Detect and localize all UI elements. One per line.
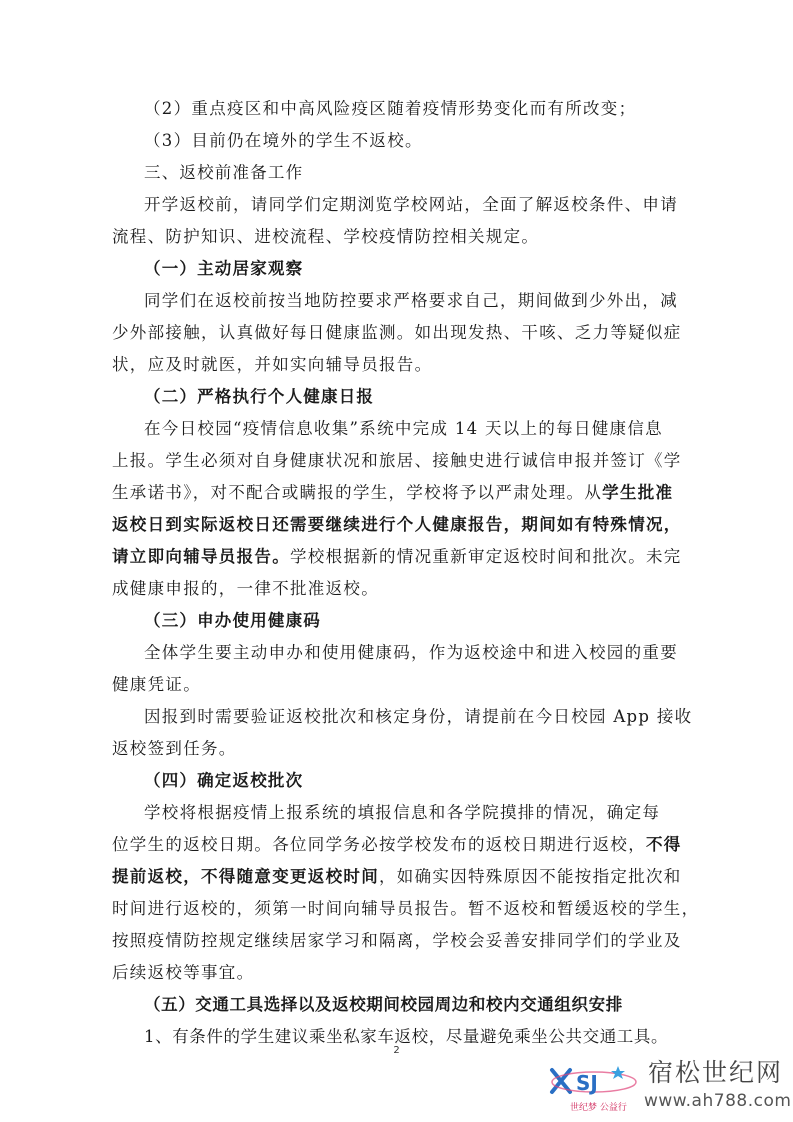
subsection-heading: （二）严格执行个人健康日报 <box>144 387 375 406</box>
emphasis-line: 返校日到实际返校日还需要继续进行个人健康报告，期间如有特殊情况， <box>112 515 682 534</box>
text-run: 位学生的返校日期。各位同学务必按学校发布的返校日期进行返校， <box>112 835 646 854</box>
text-run: 生承诺书》，对不配合或瞒报的学生，学校将予以严肃处理。从 <box>112 483 603 502</box>
paragraph-line <box>112 482 673 504</box>
watermark-url: www.ah788.com <box>644 1091 792 1111</box>
site-watermark <box>540 1050 793 1122</box>
paragraph-line: 开学返校前，请同学们定期浏览学校网站，全面了解返校条件、申请 <box>144 195 678 214</box>
subsection-heading: （四）确定返校批次 <box>144 771 304 790</box>
paragraph-line: 全体学生要主动申办和使用健康码，作为返校途中和进入校园的重要 <box>144 643 678 662</box>
subsection-heading: （三）申办使用健康码 <box>144 611 321 630</box>
section-heading: 三、返校前准备工作 <box>144 163 304 182</box>
emphasis-text: 学生批准 <box>602 483 674 502</box>
logo-icon <box>548 1062 640 1098</box>
paragraph-line: 状，应及时就医，并如实向辅导员报告。 <box>112 355 433 374</box>
paragraph-line: 流程、防护知识、进校流程、学校疫情防控相关规定。 <box>112 227 540 246</box>
paragraph-line: 1、有条件的学生建议乘坐私家车返校，尽量避免乘坐公共交通工具。 <box>144 1027 669 1046</box>
paragraph-line: 后续返校等事宜。 <box>112 963 255 982</box>
emphasis-text: 提前返校，不得随意变更返校时间 <box>112 867 379 886</box>
paragraph-line: 因报到时需要验证返校批次和核定身份，请提前在今日校园 App 接收 <box>144 707 693 726</box>
paragraph-line <box>112 834 682 856</box>
emphasis-text: 不得 <box>646 835 682 854</box>
subsection-heading: （一）主动居家观察 <box>144 259 304 278</box>
paragraph-line: 按照疫情防控规定继续居家学习和隔离，学校会妥善安排同学们的学业及 <box>112 931 682 950</box>
watermark-site-name: 宿松世纪网 <box>648 1058 784 1087</box>
list-item: （2）重点疫区和中高风险疫区随着疫情形势变化而有所改变； <box>144 99 637 118</box>
watermark-subtitle: 世纪梦 公益行 <box>570 1103 627 1113</box>
paragraph-line: 在今日校园“疫情信息收集”系统中完成 14 天以上的每日健康信息 <box>144 419 663 438</box>
paragraph-line <box>112 546 682 568</box>
text-run: 学校根据新的情况重新审定返校时间和批次。未完 <box>290 547 682 566</box>
paragraph-line: 同学们在返校前按当地防控要求严格要求自己，期间做到少外出，减 <box>144 291 678 310</box>
paragraph-line: 少外部接触，认真做好每日健康监测。如出现发热、干咳、乏力等疑似症 <box>112 323 682 342</box>
page-number: 2 <box>393 1045 400 1056</box>
logo-text: SJ <box>576 1071 598 1095</box>
list-item: （3）目前仍在境外的学生不返校。 <box>144 131 423 150</box>
paragraph-line: 返校签到任务。 <box>112 739 237 758</box>
paragraph-line: 成健康申报的，一律不批准返校。 <box>112 579 379 598</box>
paragraph-line: 学校将根据疫情上报系统的填报信息和各学院摸排的情况，确定每 <box>144 803 661 822</box>
paragraph-line: 健康凭证。 <box>112 675 201 694</box>
subsection-heading: （五）交通工具选择以及返校期间校园周边和校内交通组织安排 <box>144 995 623 1014</box>
paragraph-line: 时间进行返校的，须第一时间向辅导员报告。暂不返校和暂缓返校的学生， <box>112 899 700 918</box>
paragraph-line: 上报。学生必须对自身健康状况和旅居、接触史进行诚信申报并签订《学 <box>112 451 682 470</box>
emphasis-text: 请立即向辅导员报告。 <box>112 547 290 566</box>
paragraph-line <box>112 866 682 888</box>
text-run: ，如确实因特殊原因不能按指定批次和 <box>379 867 682 886</box>
